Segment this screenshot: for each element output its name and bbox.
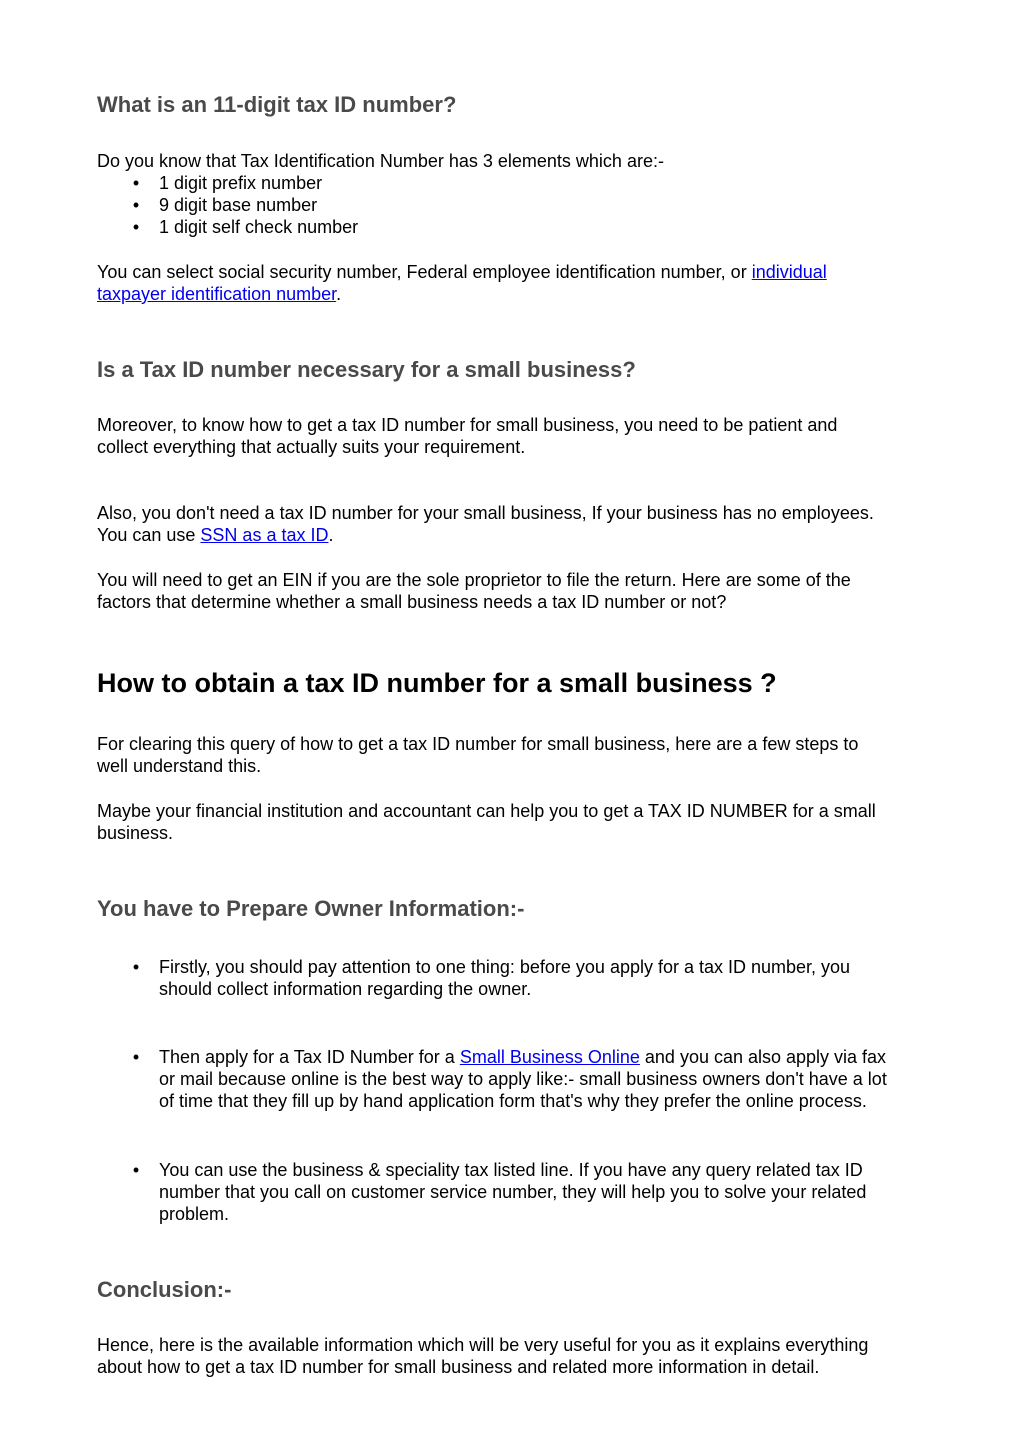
tax-id-elements-list bbox=[97, 172, 358, 238]
no-employees-paragraph: Also, you don't need a tax ID number for your small business, If your business has no employees. You can use SSN as a tax ID. bbox=[97, 503, 874, 545]
owner-info-list-1 bbox=[97, 956, 867, 1000]
list-item: • Firstly, you should pay attention to one thing: before you apply for a tax ID number, you should collect information regarding the owner. bbox=[97, 956, 867, 1000]
heading-owner-information: You have to Prepare Owner Information:- bbox=[97, 896, 525, 921]
small-business-online-link[interactable]: Small Business Online bbox=[459, 1047, 640, 1067]
itin-link[interactable]: individual bbox=[751, 262, 827, 282]
owner-info-list-2 bbox=[97, 1046, 887, 1112]
conclusion-paragraph: Hence, here is the available information which will be very useful for you as it explains everything about how to get a tax ID number for small business and related more information in detail. bbox=[97, 1335, 869, 1377]
heading-11-digit-tax-id: What is an 11-digit tax ID number? bbox=[97, 92, 457, 117]
owner-info-list-3 bbox=[97, 1159, 867, 1225]
financial-institution-paragraph: Maybe your financial institution and accountant can help you to get a TAX ID NUMBER for a small business. bbox=[97, 801, 876, 843]
bullet-icon: • bbox=[132, 1047, 140, 1067]
patience-paragraph: Moreover, to know how to get a tax ID number for small business, you need to be patient and collect everything that actually suits your requirement. bbox=[97, 415, 838, 457]
itin-link-continued[interactable]: taxpayer identification number bbox=[97, 284, 337, 304]
ein-paragraph: You will need to get an EIN if you are the sole proprietor to file the return. Here are some of the factors that determine whether a small business needs a tax ID number or not? bbox=[97, 570, 851, 612]
heading-tax-id-necessary: Is a Tax ID number necessary for a small business? bbox=[97, 357, 636, 382]
intro-paragraph: Do you know that Tax Identification Number has 3 elements which are:- bbox=[97, 151, 664, 171]
bullet-icon: • bbox=[132, 195, 140, 215]
ssn-tax-id-link[interactable]: SSN as a tax ID bbox=[200, 525, 329, 545]
bullet-icon: • bbox=[132, 173, 140, 193]
bullet-icon: • bbox=[132, 217, 140, 237]
list-item: • Then apply for a Tax ID Number for a Small Business Online and you can also apply via fax or mail because online is the best way to apply like:- small business owners don't have a lot of time that they fill up by hand application form that's why they prefer the online process. bbox=[97, 1046, 867, 1112]
clearing-query-paragraph: For clearing this query of how to get a tax ID number for small business, here are a few steps to well understand this. bbox=[97, 734, 859, 776]
list-item: • 9 digit base number bbox=[97, 194, 358, 216]
list-item: • 1 digit prefix number bbox=[97, 172, 358, 194]
bullet-icon: • bbox=[132, 1160, 140, 1180]
heading-obtain-tax-id: How to obtain a tax ID number for a small business ? bbox=[97, 668, 777, 698]
list-item: • 1 digit self check number bbox=[97, 216, 358, 238]
tax-id-options-paragraph: You can select social security number, Federal employee identification number, or individual taxpayer identification number. bbox=[97, 262, 827, 304]
list-item: • You can use the business & speciality tax listed line. If you have any query related tax ID number that you call on customer service number, they will help you to solve your related problem. bbox=[97, 1159, 867, 1225]
bullet-icon: • bbox=[132, 957, 140, 977]
heading-conclusion: Conclusion:- bbox=[97, 1277, 232, 1302]
